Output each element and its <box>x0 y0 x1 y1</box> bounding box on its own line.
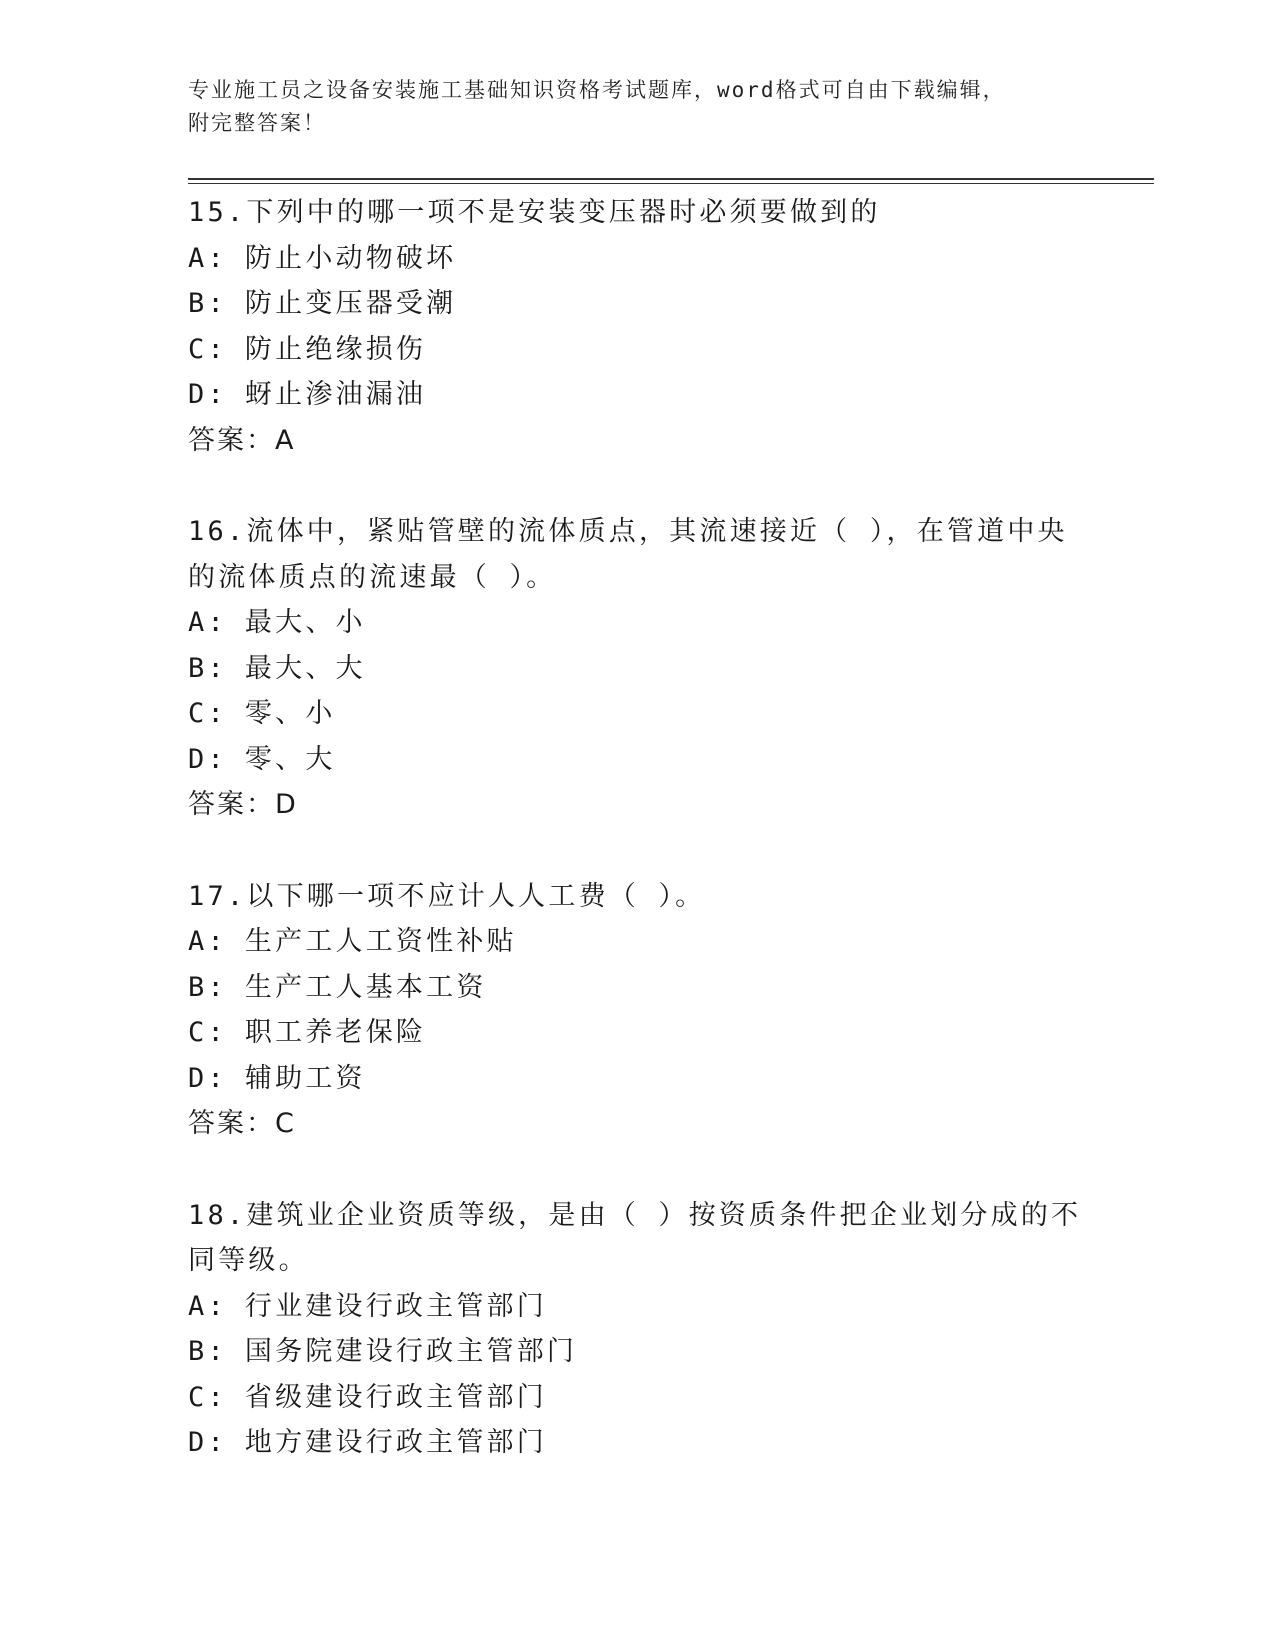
question-17 <box>188 874 1088 1147</box>
option-letter: D: <box>188 743 227 775</box>
option-d <box>188 1420 1088 1466</box>
header-divider-thick <box>188 178 1154 180</box>
option-text: 行业建设行政主管部门 <box>244 1290 547 1322</box>
option-c <box>188 691 1088 737</box>
option-text: 零、大 <box>244 743 336 775</box>
option-text: 职工养老保险 <box>244 1017 427 1048</box>
option-text: 防止变压器受潮 <box>244 288 457 319</box>
option-d <box>188 372 1088 418</box>
answer-label: 答案： <box>188 789 275 820</box>
option-letter: C: <box>188 1381 227 1413</box>
option-letter: A: <box>188 607 227 638</box>
option-text: 最大、大 <box>244 652 366 684</box>
question-text: 17.以下哪一项不应计人人工费（ ）。 <box>188 880 706 912</box>
option-letter: C: <box>188 1017 227 1048</box>
question-15 <box>188 190 1088 463</box>
option-c <box>188 1010 1088 1056</box>
question-18 <box>188 1193 1088 1466</box>
option-letter: D: <box>188 1427 227 1458</box>
question-list <box>188 190 1088 1512</box>
option-letter: C: <box>188 698 227 729</box>
answer-line <box>188 418 1088 464</box>
option-text: 生产工人基本工资 <box>244 971 487 1003</box>
question-text: 18.建筑业企业资质等级，是由（ ）按资质条件把企业划分成的不同等级。 <box>188 1199 1082 1276</box>
option-a <box>188 919 1088 965</box>
option-text: 防止小动物破坏 <box>244 242 457 274</box>
answer-value: C <box>275 1108 296 1139</box>
option-letter: A: <box>188 1290 227 1322</box>
option-letter: D: <box>188 1062 227 1094</box>
option-letter: A: <box>188 926 227 957</box>
option-letter: A: <box>188 242 227 274</box>
option-text: 防止绝缘损伤 <box>244 333 427 365</box>
answer-label: 答案： <box>188 424 275 456</box>
option-c <box>188 327 1088 373</box>
option-text: 最大、小 <box>244 607 366 638</box>
document-header <box>188 74 1088 140</box>
answer-value: D <box>275 789 298 820</box>
option-text: 国务院建设行政主管部门 <box>244 1336 578 1367</box>
option-a <box>188 600 1088 646</box>
option-letter: D: <box>188 379 227 410</box>
option-text: 省级建设行政主管部门 <box>244 1381 547 1413</box>
option-text: 地方建设行政主管部门 <box>244 1427 547 1458</box>
option-a <box>188 1284 1088 1330</box>
option-letter: B: <box>188 1336 227 1367</box>
answer-label: 答案： <box>188 1108 275 1139</box>
header-line-1: 专业施工员之设备安装施工基础知识资格考试题库，word格式可自由下载编辑， <box>188 78 1006 102</box>
question-text: 15.下列中的哪一项不是安装变压器时必须要做到的 <box>188 197 881 228</box>
option-text: 零、小 <box>244 698 336 729</box>
option-c <box>188 1375 1088 1421</box>
option-text: 生产工人工资性补贴 <box>244 926 517 957</box>
option-letter: B: <box>188 288 227 319</box>
option-a <box>188 236 1088 282</box>
option-b <box>188 281 1088 327</box>
option-letter: B: <box>188 971 227 1003</box>
option-b <box>188 646 1088 692</box>
question-16 <box>188 509 1088 828</box>
option-letter: C: <box>188 333 227 365</box>
answer-value: A <box>275 424 296 456</box>
answer-line <box>188 782 1088 828</box>
option-d <box>188 1056 1088 1102</box>
header-divider-thin <box>188 183 1154 184</box>
option-text: 蚜止渗油漏油 <box>244 379 427 410</box>
question-text: 16.流体中，紧贴管壁的流体质点，其流速接近（ ），在管道中央的流体质点的流速最（ ）。 <box>188 516 1068 593</box>
option-b <box>188 965 1088 1011</box>
option-text: 辅助工资 <box>244 1062 366 1094</box>
option-letter: B: <box>188 652 227 684</box>
option-b <box>188 1329 1088 1375</box>
option-d <box>188 737 1088 783</box>
answer-line <box>188 1101 1088 1147</box>
header-line-2: 附完整答案！ <box>188 111 326 135</box>
